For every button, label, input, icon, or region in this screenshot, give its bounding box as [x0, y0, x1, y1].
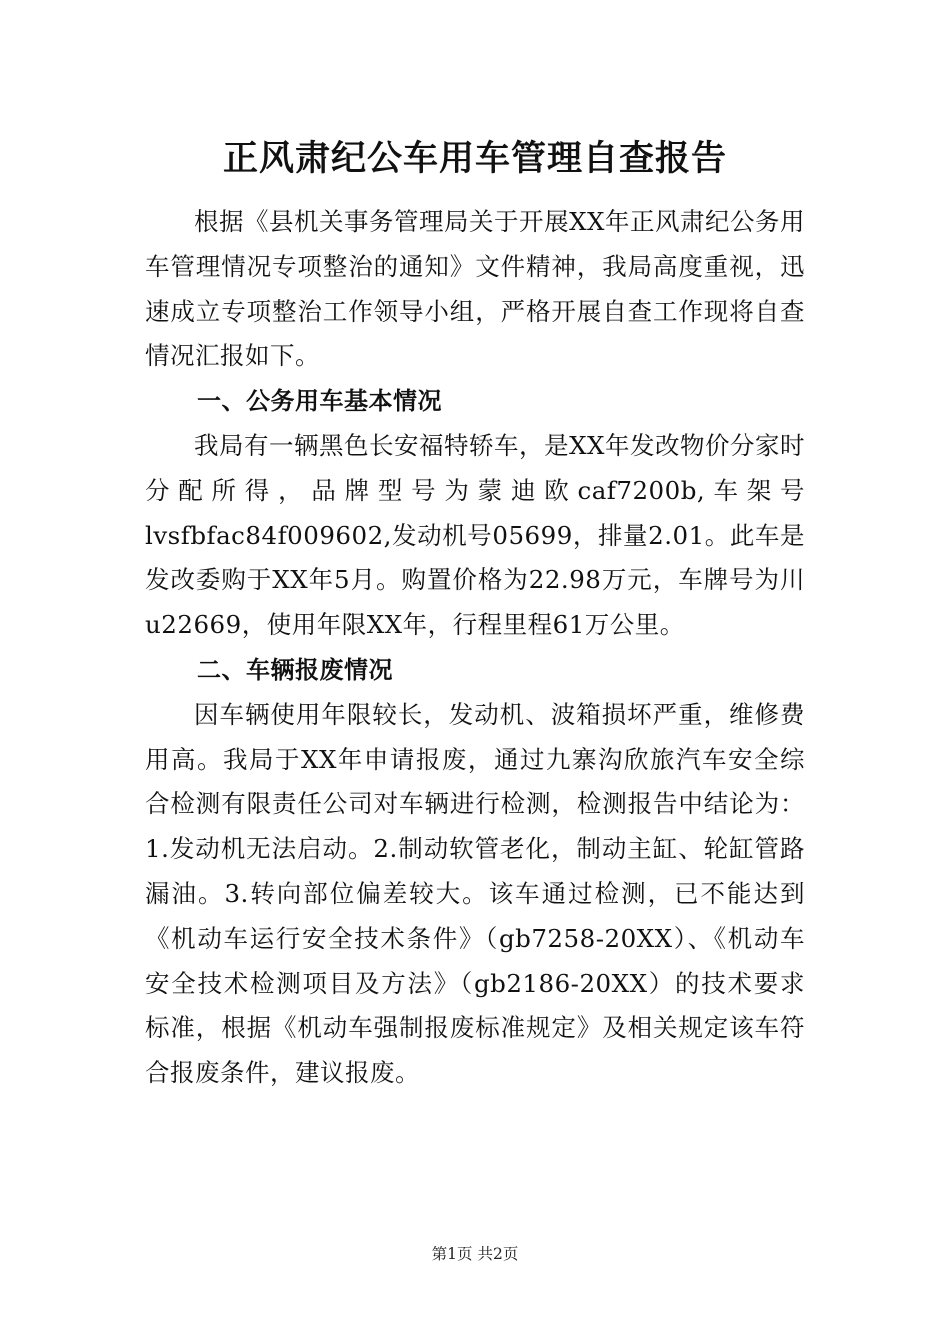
section-body-2: 因车辆使用年限较长，发动机、波箱损坏严重，维修费用高。我局于XX年申请报废，通过九寨沟欣旅汽车安全综合检测有限责任公司对车辆进行检测，检测报告中结论为：1.发动机无法启动。2.制动软管老化，制动主缸、轮缸管路漏油。3.转向部位偏差较大。该车通过检测，已不能达到《机动车运行安全技术条件》（gb7258-20XX）、《机动车安全技术检测项目及方法》（gb2186-20XX）的技术要求标准，根据《机动车强制报废标准规定》及相关规定该车符合报废条件，建议报废。 — [145, 699, 805, 1088]
intro-paragraph: 根据《县机关事务管理局关于开展XX年正风肃纪公务用车管理情况专项整治的通知》文件精神，我局高度重视，迅速成立专项整治工作领导小组，严格开展自查工作现将自查情况汇报如下。 — [145, 207, 805, 371]
section-heading-1: 一、公务用车基本情况 — [197, 387, 442, 416]
document-title: 正风肃纪公车用车管理自查报告 — [222, 138, 727, 179]
page-number-footer: 第1页 共2页 — [431, 1245, 519, 1263]
section-heading-2: 二、车辆报废情况 — [197, 655, 393, 684]
document-body — [145, 200, 805, 1096]
section-body-1: 我局有一辆黑色长安福特轿车，是XX年发改物价分家时分配所得，品牌型号为蒙迪欧caf7200b,车架号lvsfbfac84f009602,发动机号05699，排量2.01。此车是发改委购于XX年5月。购置价格为22.98万元，车牌号为川u22669，使用年限XX年，行程里程61万公里。 — [145, 430, 805, 640]
